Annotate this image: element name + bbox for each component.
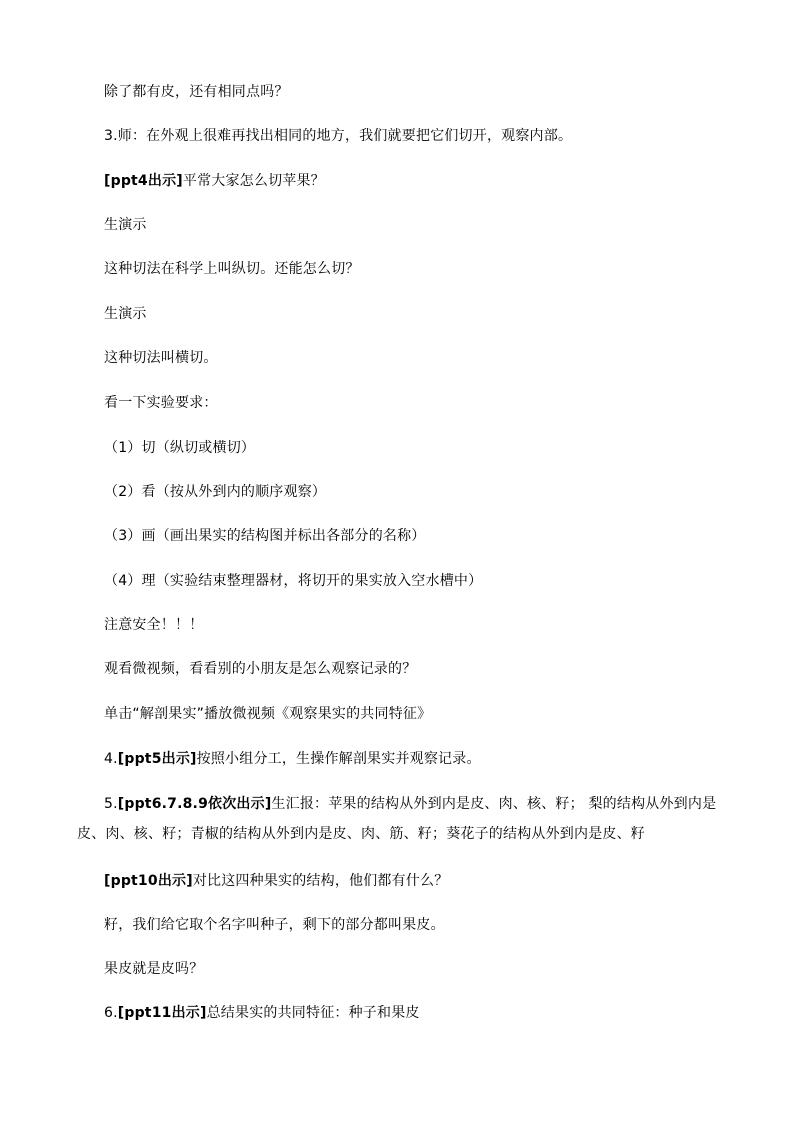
paragraph-line: [104, 349, 218, 367]
paragraph-line: [104, 305, 147, 323]
list-item: [104, 483, 326, 501]
paragraph-line: [104, 216, 147, 234]
line-text: 单击“解剖果实”播放微视频《观察果实的共同特征》: [104, 706, 432, 722]
line-text: 看一下实验要求：: [104, 395, 218, 411]
list-item: [104, 527, 426, 545]
paragraph-line: [104, 394, 218, 412]
line-text: 果皮就是皮吗？: [104, 961, 204, 977]
ppt-marker: [ppt11出示]: [117, 1005, 207, 1021]
paragraph-line: [104, 83, 289, 101]
paragraph-line: [104, 750, 481, 768]
paragraph-line: [104, 916, 445, 934]
line-text: 这种切法在科学上叫纵切。还能怎么切？: [104, 261, 360, 277]
paragraph-line: [104, 872, 448, 890]
paragraph-line: [104, 260, 360, 278]
paragraph-line: [104, 795, 716, 813]
paragraph-line: [104, 705, 431, 723]
line-text: 平常大家怎么切苹果？: [182, 173, 325, 189]
line-text: 对比这四种果实的结构，他们都有什么？: [192, 873, 449, 889]
line-text: （4）理（实验结束整理器材，将切开的果实放入空水槽中）: [104, 573, 483, 589]
step-number: 4.: [104, 751, 118, 767]
paragraph-line: [104, 616, 203, 634]
line-text: （1）切（纵切或横切）: [104, 440, 256, 456]
line-text: 籽，我们给它取个名字叫种子，剩下的部分都叫果皮。: [104, 917, 445, 933]
line-text: 皮、肉、核、籽；青椒的结构从外到内是皮、肉、筋、籽；葵花子的结构从外到内是皮、籽: [77, 826, 645, 842]
paragraph-line: [104, 960, 203, 978]
ppt-marker: [ppt5出示]: [117, 751, 197, 767]
paragraph-line: [104, 127, 572, 145]
line-text: 这种切法叫横切。: [104, 350, 218, 366]
line-text: （2）看（按从外到内的顺序观察）: [104, 484, 327, 500]
list-item: [104, 439, 255, 457]
line-text: 生演示: [104, 306, 147, 322]
ppt-marker: [ppt4出示]: [104, 173, 183, 189]
line-text: 总结果实的共同特征：种子和果皮: [206, 1005, 420, 1021]
line-text: 除了都有皮，还有相同点吗？: [104, 84, 289, 100]
step-number: 5.: [104, 796, 118, 812]
line-text: 生演示: [104, 217, 147, 233]
line-text: 按照小组分工，生操作解剖果实并观察记录。: [196, 751, 481, 767]
list-item: [104, 572, 482, 590]
paragraph-line: [104, 660, 416, 678]
line-text: 观看微视频，看看别的小朋友是怎么观察记录的？: [104, 661, 417, 677]
ppt-marker: [ppt10出示]: [104, 873, 193, 889]
step-number: 6.: [104, 1005, 118, 1021]
ppt-marker: [ppt6.7.8.9依次出示]: [117, 796, 272, 812]
line-text: 注意安全！！！: [104, 617, 204, 633]
line-text: 生汇报：苹果的结构从外到内是皮、肉、核、籽； 梨的结构从外到内是: [271, 796, 717, 812]
paragraph-line-continued: [77, 825, 645, 843]
paragraph-line: [104, 1004, 420, 1022]
paragraph-line: [104, 172, 325, 190]
line-text: （3）画（画出果实的结构图并标出各部分的名称）: [104, 528, 426, 544]
line-text: 3.师：在外观上很难再找出相同的地方，我们就要把它们切开，观察内部。: [104, 128, 573, 144]
